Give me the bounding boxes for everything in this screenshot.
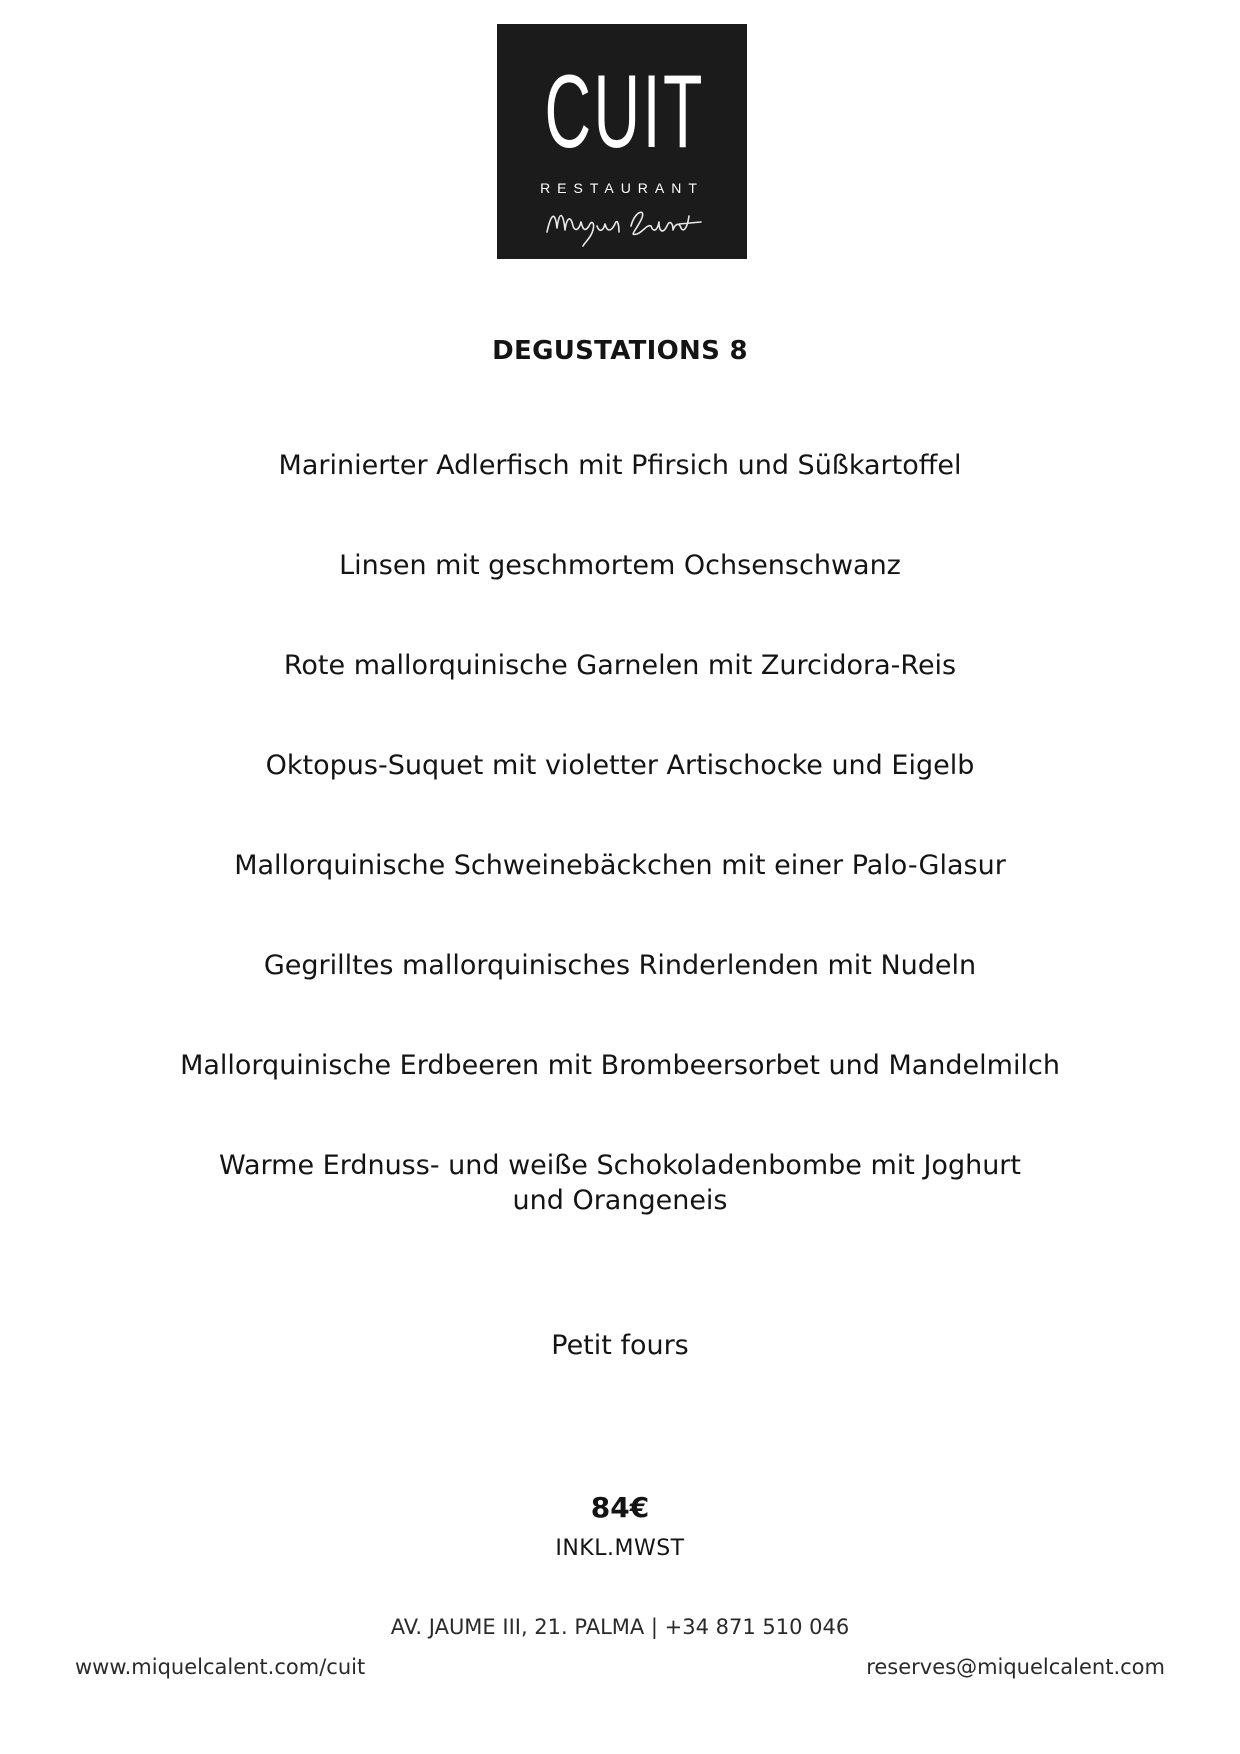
dish-item: Linsen mit geschmortem Ochsenschwanz — [339, 550, 901, 581]
logo-name: CUIT — [544, 54, 705, 170]
address: AV. JAUME III, 21. PALMA | +34 871 510 046 — [390, 1615, 850, 1639]
logo-subtitle: RESTAURANT — [540, 180, 704, 196]
dish-item — [0, 1148, 1240, 1218]
dish-item-line: Warme Erdnuss- und weiße Schokoladenbombe mit Joghurt — [219, 1150, 1021, 1181]
dish-item: Rote mallorquinische Garnelen mit Zurcidora-Reis — [283, 650, 957, 681]
dish-list — [0, 448, 1240, 1218]
signature-icon — [539, 202, 709, 248]
menu-title: DEGUSTATIONS 8 — [492, 336, 748, 366]
dish-item: Gegrilltes mallorquinisches Rinderlenden mit Nudeln — [263, 950, 977, 981]
tax-note: INKL.MWST — [555, 1536, 685, 1561]
email-link[interactable]: reserves@miquelcalent.com — [866, 1655, 1165, 1679]
dish-item: Marinierter Adlerfisch mit Pfirsich und Süßkartoffel — [278, 450, 962, 481]
petit-fours: Petit fours — [551, 1330, 689, 1361]
dish-item-line: und Orangeneis — [512, 1185, 728, 1216]
restaurant-logo — [497, 24, 747, 259]
website-link[interactable]: www.miquelcalent.com/cuit — [75, 1655, 366, 1679]
dish-item: Mallorquinische Schweinebäckchen mit einer Palo-Glasur — [234, 850, 1006, 881]
dish-item: Oktopus-Suquet mit violetter Artischocke und Eigelb — [265, 750, 975, 781]
dish-item: Mallorquinische Erdbeeren mit Brombeersorbet und Mandelmilch — [180, 1050, 1060, 1081]
menu-price: 84€ — [590, 1491, 650, 1524]
